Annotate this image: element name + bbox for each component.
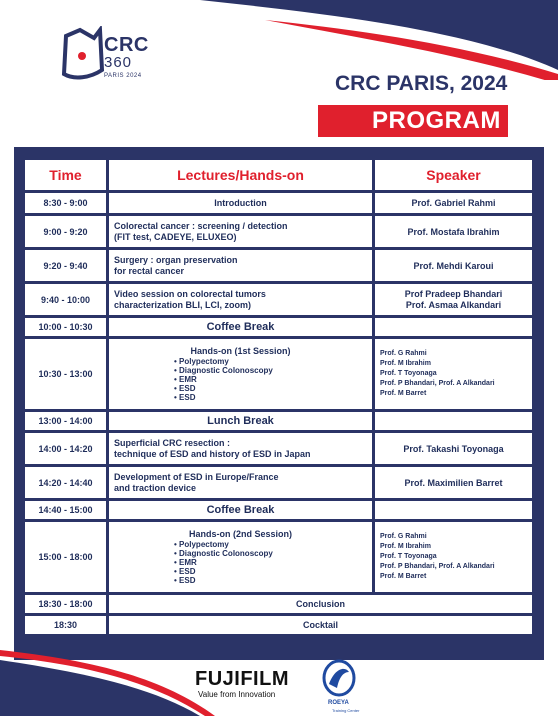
row-lecture (106, 250, 372, 281)
table-row (25, 193, 532, 213)
lecture-line: technique of ESD and history of ESD in Japan (114, 448, 311, 459)
speaker-line: Prof. P Bhandari, Prof. A Alkandari (380, 380, 495, 387)
roeya-subtitle: Training Center (332, 708, 360, 713)
list-item: • EMR (174, 558, 197, 567)
header-lectures: Lectures/Hands-on (106, 160, 372, 190)
roeya-logo-icon (319, 658, 359, 700)
list-item: • ESD (174, 384, 196, 393)
hands-on-list (114, 357, 367, 402)
list-item: • ESD (174, 567, 196, 576)
speaker-line: Prof. M Barret (380, 390, 427, 397)
conclusion-label: Conclusion (106, 595, 532, 613)
table-row (25, 501, 532, 519)
row-time: 15:00 - 18:00 (25, 522, 106, 592)
lecture-line: Superficial CRC resection : (114, 437, 231, 448)
hands-on-list (114, 540, 367, 585)
table-row (25, 433, 532, 464)
lecture-line: Development of ESD in Europe/France (114, 471, 279, 482)
roeya-label: ROEYA (328, 700, 349, 706)
list-item: • ESD (174, 576, 196, 585)
list-item: • Diagnostic Colonoscopy (174, 366, 273, 375)
row-time: 14:40 - 15:00 (25, 501, 106, 519)
speaker-line: Prof. T Toyonaga (380, 370, 437, 377)
table-row (25, 318, 532, 336)
row-lecture (106, 284, 372, 315)
fujifilm-tagline: Value from Innovation (198, 690, 276, 699)
row-speakers (372, 522, 532, 592)
speaker-line: Prof. M Ibrahim (380, 360, 431, 367)
table-row (25, 250, 532, 281)
logo-word: CRC (104, 34, 149, 56)
table-row (25, 284, 532, 315)
speaker-line: Prof. G Rahmi (380, 350, 427, 357)
program-banner-label: PROGRAM (372, 107, 501, 134)
speaker-line: Prof Pradeep Bhandari (404, 288, 503, 299)
speaker-line: Prof. Asmaa Alkandari (405, 299, 502, 310)
fujifilm-logo: FUJIFILM (195, 668, 289, 690)
speaker-line: Prof. T Toyonaga (380, 553, 437, 560)
row-time: 13:00 - 14:00 (25, 412, 106, 430)
row-lecture (106, 433, 372, 464)
header-time: Time (25, 160, 106, 190)
row-time: 10:30 - 13:00 (25, 339, 106, 409)
list-item: • Diagnostic Colonoscopy (174, 549, 273, 558)
row-lecture (106, 522, 372, 592)
lecture-line: for rectal cancer (114, 265, 185, 276)
logo-number: 360 (104, 54, 133, 71)
table-row (25, 522, 532, 592)
row-speaker-empty (372, 412, 532, 430)
event-title: CRC PARIS, 2024 (335, 72, 508, 95)
table-row (25, 216, 532, 247)
break-label: Lunch Break (106, 412, 372, 430)
list-item: • Polypectomy (174, 540, 229, 549)
row-time: 18:30 - 18:00 (25, 595, 106, 613)
program-table (25, 157, 532, 637)
header-speaker: Speaker (372, 160, 532, 190)
lecture-line: and traction device (114, 482, 197, 493)
row-speaker (372, 284, 532, 315)
hands-on-title: Hands-on (1st Session) (190, 346, 291, 356)
row-time: 18:30 (25, 616, 106, 634)
lecture-line: Colorectal cancer : screening / detection (114, 220, 288, 231)
row-time: 9:20 - 9:40 (25, 250, 106, 281)
lecture-line: Video session on colorectal tumors (114, 288, 266, 299)
list-item: • ESD (174, 393, 196, 402)
row-speaker: Prof. Takashi Toyonaga (372, 433, 532, 464)
row-time: 8:30 - 9:00 (25, 193, 106, 213)
row-speakers (372, 339, 532, 409)
break-label: Coffee Break (106, 501, 372, 519)
row-lecture: Introduction (106, 193, 372, 213)
row-lecture (106, 339, 372, 409)
list-item: • EMR (174, 375, 197, 384)
row-speaker-empty (372, 318, 532, 336)
speaker-line: Prof. M Ibrahim (380, 543, 431, 550)
speaker-line: Prof. G Rahmi (380, 533, 427, 540)
lecture-line: Surgery : organ preservation (114, 254, 238, 265)
program-banner (318, 105, 508, 137)
speaker-line: Prof. P Bhandari, Prof. A Alkandari (380, 563, 495, 570)
row-speaker: Prof. Gabriel Rahmi (372, 193, 532, 213)
break-label: Coffee Break (106, 318, 372, 336)
row-speaker: Prof. Mostafa Ibrahim (372, 216, 532, 247)
table-row (25, 616, 532, 634)
table-header-row (25, 160, 532, 190)
lecture-line: characterization BLI, LCI, zoom) (114, 299, 252, 310)
list-item: • Polypectomy (174, 357, 229, 366)
row-speaker-empty (372, 501, 532, 519)
logo-subtitle: PARIS 2024 (104, 73, 142, 79)
row-lecture (106, 216, 372, 247)
row-speaker: Prof. Mehdi Karoui (372, 250, 532, 281)
row-lecture (106, 467, 372, 498)
row-time: 14:20 - 14:40 (25, 467, 106, 498)
table-row (25, 467, 532, 498)
row-time: 9:00 - 9:20 (25, 216, 106, 247)
table-row (25, 339, 532, 409)
row-time: 14:00 - 14:20 (25, 433, 106, 464)
table-row (25, 412, 532, 430)
row-speaker: Prof. Maximilien Barret (372, 467, 532, 498)
hands-on-title: Hands-on (2nd Session) (188, 529, 292, 539)
lecture-line: (FIT test, CADEYE, ELUXEO) (114, 231, 237, 242)
table-row (25, 595, 532, 613)
cocktail-label: Cocktail (106, 616, 532, 634)
row-time: 10:00 - 10:30 (25, 318, 106, 336)
row-time: 9:40 - 10:00 (25, 284, 106, 315)
speaker-line: Prof. M Barret (380, 573, 427, 580)
